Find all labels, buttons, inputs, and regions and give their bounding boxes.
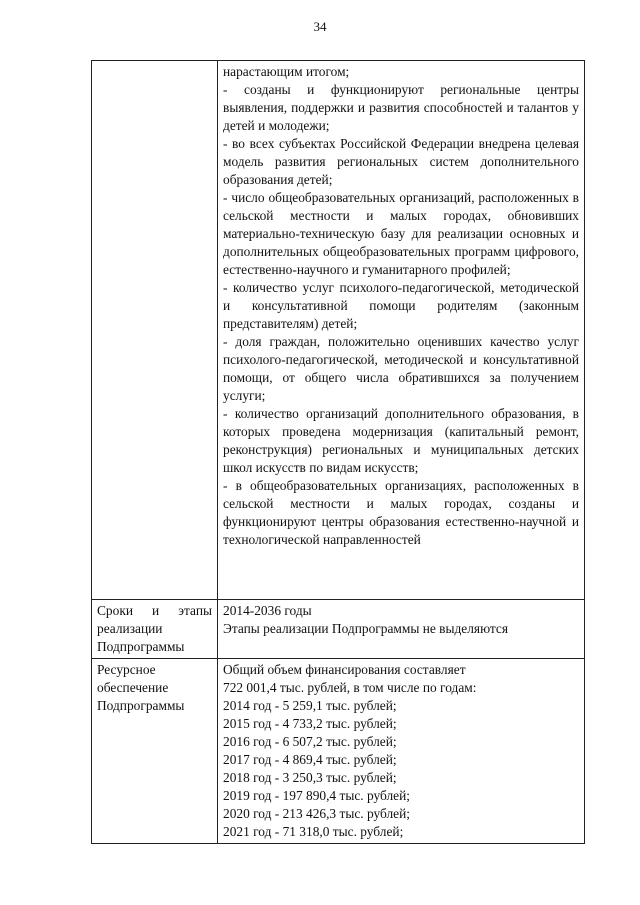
terms-content-cell <box>218 600 585 659</box>
resources-label-cell <box>92 659 218 844</box>
indicator-line: - количество организаций дополнительного образования, в которых проведена модернизация (капитальный ремонт, реконструкция) региональных и муниципальных детских школ искусств по видам искусств; <box>223 406 579 475</box>
indicator-line: - число общеобразовательных организаций, расположенных в сельской местности и малых городах, обновивших материально-техническую базу для реализации основных и дополнительных общеобразовательных программ цифрового, естественно-научного и гуманитарного профилей; <box>223 190 579 277</box>
funding-year-line: 2018 год - 3 250,3 тыс. рублей; <box>223 770 397 785</box>
funding-year-line: 2019 год - 197 890,4 тыс. рублей; <box>223 788 410 803</box>
indicator-line: - во всех субъектах Российской Федерации внедрена целевая модель развития региональных систем дополнительного образования детей; <box>223 136 579 187</box>
subprogram-passport-table <box>91 60 585 844</box>
funding-year-line: 2020 год - 213 426,3 тыс. рублей; <box>223 806 410 821</box>
funding-year-line: 2014 год - 5 259,1 тыс. рублей; <box>223 698 397 713</box>
indicator-line: - доля граждан, положительно оценивших качество услуг психолого-педагогической, методической и консультативной помощи, от общего числа обратившихся за получением услуги; <box>223 334 579 403</box>
terms-label: Сроки и этапы реализации Подпрограммы <box>97 603 212 654</box>
resources-label: Ресурсное обеспечение Подпрограммы <box>97 662 185 713</box>
funding-year-line: 2017 год - 4 869,4 тыс. рублей; <box>223 752 397 767</box>
indicator-line: - количество услуг психолого-педагогической, методической и консультативной помощи родителям (законным представителям) детей; <box>223 280 579 331</box>
table-row-terms <box>92 600 585 659</box>
funding-year-line: 2016 год - 6 507,2 тыс. рублей; <box>223 734 397 749</box>
funding-line: 722 001,4 тыс. рублей, в том числе по годам: <box>223 680 477 695</box>
indicators-cell <box>218 61 585 600</box>
indicator-line: - в общеобразовательных организациях, расположенных в сельской местности и малых городах, созданы и функционируют центры образования естественно-научной и технологической направленностей <box>223 478 579 547</box>
funding-year-line: 2021 год - 71 318,0 тыс. рублей; <box>223 824 404 839</box>
page-number: 34 <box>313 19 327 34</box>
table-row-resources <box>92 659 585 844</box>
table-row-indicators <box>92 61 585 600</box>
terms-label-cell <box>92 600 218 659</box>
indicator-line: нарастающим итогом; <box>223 64 350 79</box>
indicator-line: - созданы и функционируют региональные центры выявления, поддержки и развития способностей и талантов у детей и молодежи; <box>223 82 579 133</box>
funding-line: Общий объем финансирования составляет <box>223 662 466 677</box>
funding-year-line: 2015 год - 4 733,2 тыс. рублей; <box>223 716 397 731</box>
label-cell-empty <box>92 61 218 600</box>
terms-line: 2014-2036 годы <box>223 603 312 618</box>
terms-line: Этапы реализации Подпрограммы не выделяются <box>223 621 509 636</box>
resources-content-cell <box>218 659 585 844</box>
